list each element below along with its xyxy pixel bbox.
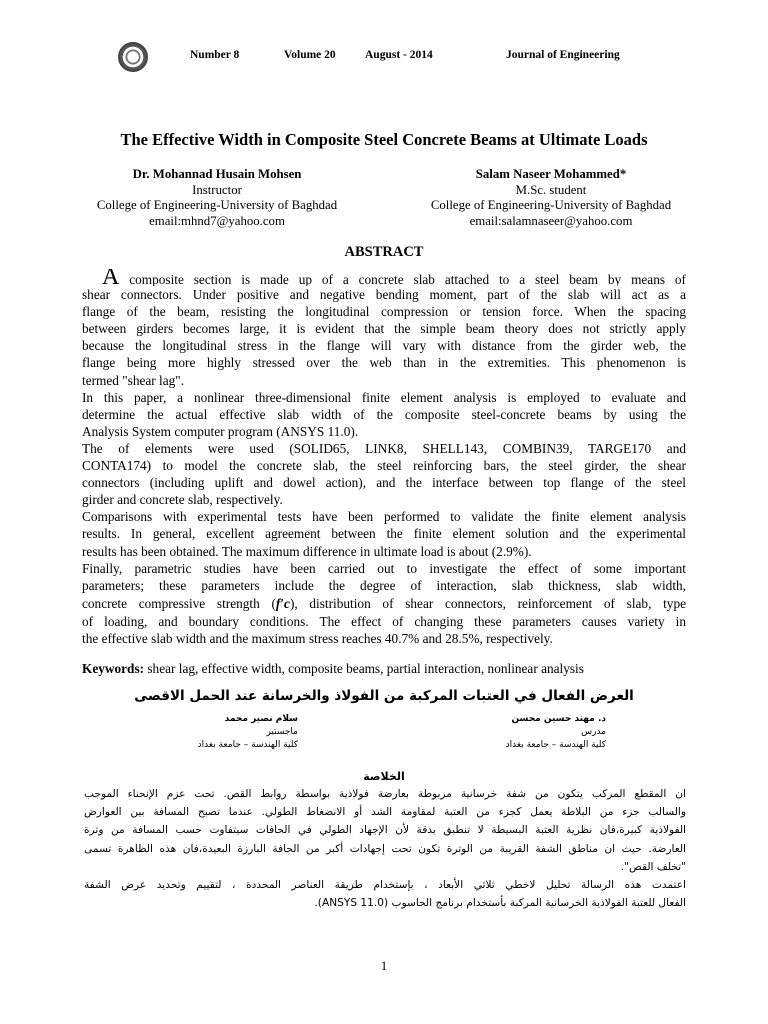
arabic-title: العرض الفعال في العتبات المركبة من الفولاذ والخرسانة عند الحمل الاقصى bbox=[134, 688, 634, 704]
arabic-author-1-affiliation: كلية الهندسة – جامعة بغداد bbox=[505, 740, 606, 750]
arabic-author-2-name: سلام نصير محمد bbox=[224, 714, 298, 724]
abstract-line: girder and concrete slab, respectively. bbox=[82, 492, 283, 508]
author-2 bbox=[413, 167, 689, 229]
author-2-email: email:salamnaseer@yahoo.com bbox=[469, 213, 633, 228]
arabic-author-2-affiliation: كلية الهندسة – جامعة بغداد bbox=[197, 740, 298, 750]
author-2-affiliation: College of Engineering-University of Baghdad bbox=[430, 198, 672, 212]
abstract-line: termed "shear lag". bbox=[82, 372, 185, 388]
abstract-line: flange of the beam, resisting the longitudinal compression or tension force. When the spacing bbox=[82, 304, 686, 320]
arabic-line: الفعال للعتبة الفولاذية الخرسانية المركبة بأستخدام برنامج الحاسوب (ANSYS 11.0). bbox=[314, 897, 686, 910]
abstract-line: concrete compressive strength (f′c), distribution of shear connectors, reinforcement of slab, type bbox=[82, 595, 686, 611]
abstract-line: The of elements were used (SOLID65, LINK8, SHELL143, COMBIN39, TARGE170 and bbox=[82, 440, 686, 456]
journal-name: Journal of Engineering bbox=[506, 49, 620, 61]
abstract-line: Analysis System computer program (ANSYS 11.0). bbox=[82, 423, 359, 439]
drop-cap: A bbox=[102, 269, 120, 287]
author-1-role: Instructor bbox=[192, 182, 242, 197]
abstract-line: parameters; these parameters include the degree of interaction, slab thickness, slab width, bbox=[82, 577, 686, 593]
arabic-abstract-heading: الخلاصة bbox=[363, 770, 405, 783]
abstract-line: Comparisons with experimental tests have been performed to validate the finite element analysis bbox=[82, 509, 686, 525]
arabic-line: ان المقطع المركب يتكون من شفة خرسانية مربوطة بعارضة فولاذية بواسطة روابط القص. تحت عزم الإنحناء الموجب bbox=[84, 788, 686, 800]
abstract-body bbox=[82, 269, 686, 647]
arabic-line: والسالب جزء من البلاطة يعمل كجزء من العتبة لمقاومة الشد أو الانضغاط الطولي. عندما تصبح المسافة بين العوارض bbox=[84, 806, 686, 819]
author-1 bbox=[82, 167, 352, 229]
arabic-author-2-role: ماجستير bbox=[266, 727, 298, 737]
author-1-name: Dr. Mohannad Husain Mohsen bbox=[132, 167, 302, 181]
abstract-line: results. In general, excellent agreement between the finite element solution and the experimental bbox=[82, 526, 686, 542]
arabic-line: الفولاذية كبيرة،فان نظرية العتبة البسيطة لا تنطبق بدقة لأن الإجهاد الطولي في الحافات سيتفاوت حسب المسافة من وترة bbox=[84, 824, 686, 837]
author-2-role: M.Sc. student bbox=[515, 182, 587, 197]
abstract-line: Finally, parametric studies have been carried out to investigate the effect of some important bbox=[82, 560, 686, 576]
abstract-line: CONTA174) to model the concrete slab, the steel reinforcing bars, the steel girder, the shear bbox=[82, 458, 686, 474]
arabic-author-1-name: د. مهند حسين محسن bbox=[511, 714, 606, 724]
abstract-line: shear connectors. Under positive and negative bending moment, part of the slab will act as a bbox=[82, 287, 686, 303]
author-1-email: email:mhnd7@yahoo.com bbox=[149, 213, 285, 228]
abstract-line: A composite section is made up of a concrete slab attached to a steel beam by means of bbox=[82, 269, 686, 286]
abstract-line: results has been obtained. The maximum difference in ultimate load is about (2.9%). bbox=[82, 543, 532, 559]
abstract-line: of loading, and boundary conditions. The effect of changing these parameters causes variety in bbox=[82, 613, 686, 629]
arabic-abstract-body bbox=[84, 785, 686, 912]
volume: Volume 20 bbox=[284, 49, 336, 61]
keywords-text: shear lag, effective width, composite beams, partial interaction, nonlinear analysis bbox=[144, 661, 584, 676]
journal-logo bbox=[118, 42, 148, 72]
abstract-line: In this paper, a nonlinear three-dimensional finite element analysis is employed to evaluate and bbox=[82, 389, 686, 405]
arabic-line: اعتمدت هذه الرسالة تحليل لاخطي ثلاثي الأبعاد ، بإستخدام طريقة العناصر المحددة ، لتقييم وتحديد عرض الشفة bbox=[84, 878, 686, 891]
arabic-line: "تخلف القص". bbox=[620, 860, 686, 873]
keywords-label: Keywords: bbox=[82, 661, 145, 676]
author-2-name: Salam Naseer Mohammed* bbox=[475, 167, 627, 181]
arabic-author-2 bbox=[198, 713, 298, 752]
abstract-line: the effective slab width and the maximum stress reaches 40.7% and 28.5%, respectively. bbox=[82, 630, 553, 646]
paper-title: The Effective Width in Composite Steel Concrete Beams at Ultimate Loads bbox=[120, 130, 648, 149]
abstract-line: because the longitudinal stress in the flange will vary with distance from the girder web, the bbox=[82, 338, 686, 354]
issue-number: Number 8 bbox=[190, 49, 240, 61]
abstract-heading: ABSTRACT bbox=[344, 244, 424, 260]
abstract-line: connectors (including uplift and dowel action), and the interface between top flange of the steel bbox=[82, 475, 686, 491]
fc-symbol: f′c bbox=[275, 595, 290, 611]
page-number: 1 bbox=[380, 958, 388, 973]
arabic-author-1 bbox=[506, 713, 606, 752]
abstract-line: flange being more highly stressed over the web than in the extremities. This phenomenon is bbox=[82, 355, 686, 371]
arabic-line: العارضة. حيث ان مناطق الشفة القريبة من الوترة تكون تحت إجهادات أكبر من الحافة البارزة البعيدة،فان هذه الظاهرة تسمى bbox=[84, 842, 686, 855]
abstract-line: determine the actual effective slab width of the composite steel-concrete beams by using the bbox=[82, 406, 686, 422]
keywords bbox=[82, 661, 584, 677]
arabic-author-1-role: مدرس bbox=[581, 727, 606, 737]
author-1-affiliation: College of Engineering-University of Baghdad bbox=[96, 198, 338, 212]
issue-date: August - 2014 bbox=[365, 49, 433, 61]
abstract-line: between girders becomes large, it is evident that the simple beam theory does not strictly apply bbox=[82, 321, 686, 337]
